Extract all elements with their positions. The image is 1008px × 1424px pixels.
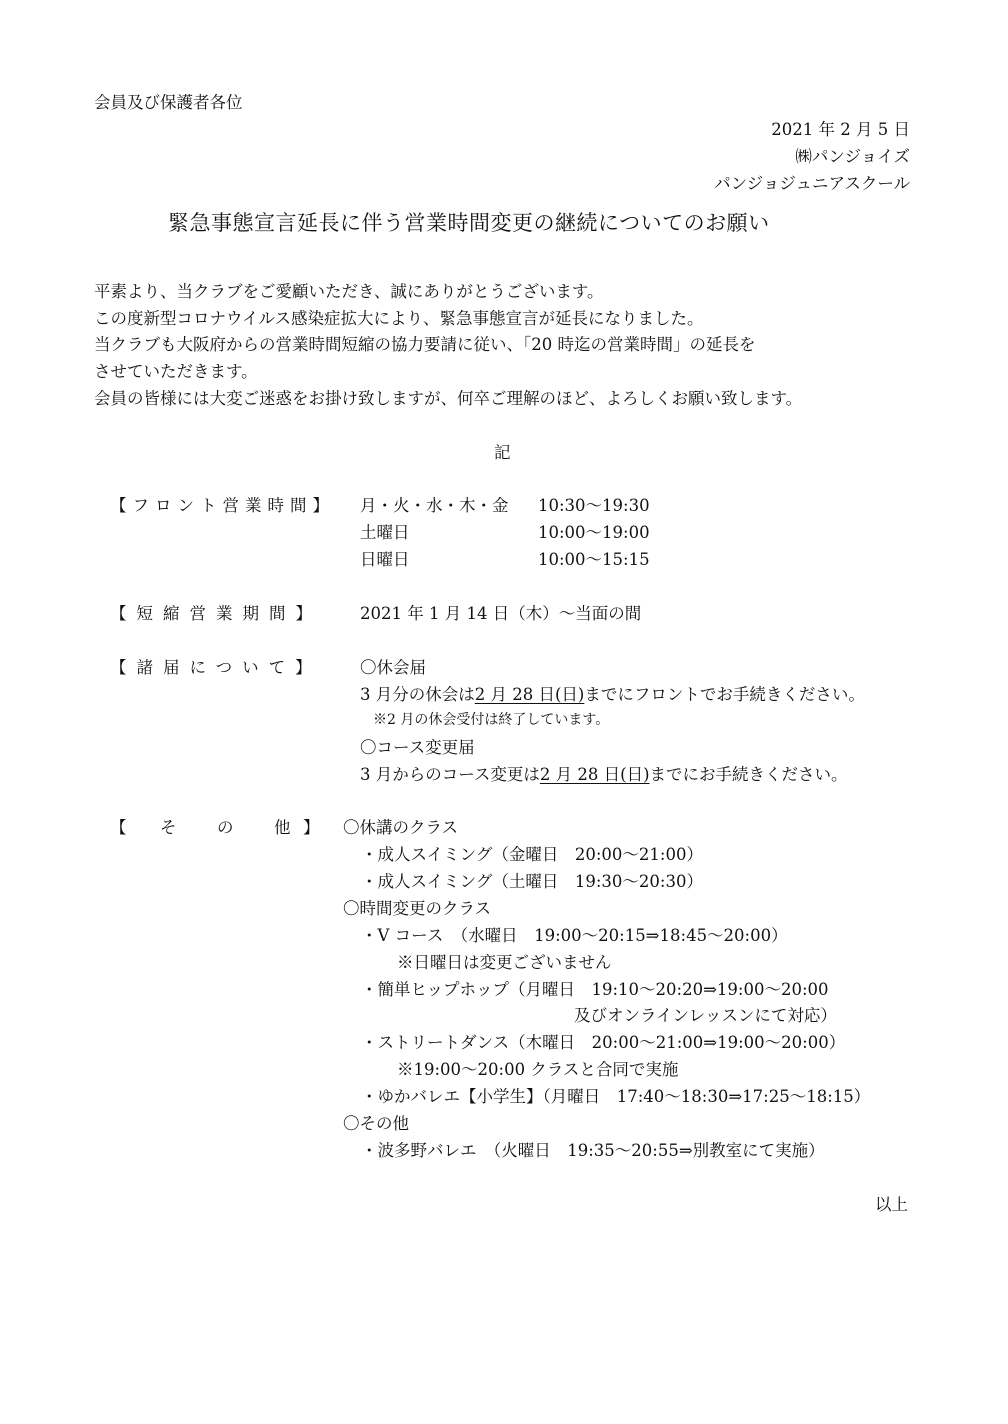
ki-heading: 記 xyxy=(494,443,511,462)
forms-label: 【諸届について】 xyxy=(110,658,322,677)
other-line: ・簡単ヒップホップ（月曜日 19:10〜20:20⇒19:00〜20:00 xyxy=(361,980,829,999)
other-line: 及びオンラインレッスンにて対応） xyxy=(574,1006,837,1025)
other-line: ・V コース （水曜日 19:00〜20:15⇒18:45〜20:00） xyxy=(361,926,788,945)
other-line: 〇その他 xyxy=(343,1114,409,1133)
kyukai-heading: 〇休会届 xyxy=(360,658,426,677)
kyukai-post: までにフロントでお手続きください。 xyxy=(584,685,865,704)
period-value: 2021 年 1 月 14 日（木）〜当面の間 xyxy=(360,604,642,623)
document-title: 緊急事態宣言延長に伴う営業時間変更の継続についてのお願い xyxy=(168,211,770,235)
kyukai-pre: 3 月分の休会は xyxy=(360,685,475,704)
other-line: ※日曜日は変更ございません xyxy=(397,953,612,972)
other-line: ・波多野バレエ （火曜日 19:35〜20:55⇒別教室にて実施） xyxy=(361,1141,825,1160)
other-label: そ の 他 xyxy=(160,818,303,837)
kyukai-deadline: 2 月 28 日(日) xyxy=(474,685,585,704)
other-line: ・成人スイミング（金曜日 20:00〜21:00） xyxy=(361,845,703,864)
period-label: 【短縮営業期間】 xyxy=(110,604,322,623)
body-line: この度新型コロナウイルス感染症拡大により、緊急事態宣言が延長になりました。 xyxy=(94,309,704,328)
body-line: 会員の皆様には大変ご迷惑をお掛け致しますが、何卒ご理解のほど、よろしくお願い致します。 xyxy=(94,389,803,408)
company-name: ㈱パンジョイズ xyxy=(795,147,910,166)
other-line: ・ストリートダンス（木曜日 20:00〜21:00⇒19:00〜20:00） xyxy=(361,1033,846,1052)
other-line: 〇休講のクラス xyxy=(343,818,459,837)
body-line: させていただきます。 xyxy=(94,362,258,381)
course-post: までにお手続きください。 xyxy=(649,765,848,784)
closing: 以上 xyxy=(875,1195,908,1214)
front-hours-label: 【フロント営業時間】 xyxy=(110,496,335,515)
other-label-close: 】 xyxy=(303,818,320,837)
front-hours-days: 月・火・水・木・金 xyxy=(360,496,509,515)
course-change-instruction xyxy=(360,767,848,784)
kyukai-instruction xyxy=(360,687,865,704)
school-name: パンジョジュニアスクール xyxy=(714,174,910,193)
course-deadline: 2 月 28 日(日) xyxy=(539,765,650,784)
other-line: ※19:00〜20:00 クラスと合同で実施 xyxy=(397,1060,679,1079)
front-hours-days: 土曜日 xyxy=(360,523,410,542)
kyukai-note: ※2 月の休会受付は終了しています。 xyxy=(373,712,610,728)
body-line: 平素より、当クラブをご愛顧いただき、誠にありがとうございます。 xyxy=(94,282,604,301)
issue-date: 2021 年 2 月 5 日 xyxy=(771,120,910,139)
front-hours-time: 10:30〜19:30 xyxy=(538,496,650,515)
other-label-open: 【 xyxy=(110,818,127,837)
other-line: ・成人スイミング（土曜日 19:30〜20:30） xyxy=(361,872,703,891)
other-line: ・ゆかバレエ【小学生】（月曜日 17:40〜18:30⇒17:25〜18:15） xyxy=(361,1087,871,1106)
front-hours-days: 日曜日 xyxy=(360,550,410,569)
course-pre: 3 月からのコース変更は xyxy=(360,765,540,784)
course-change-heading: 〇コース変更届 xyxy=(360,738,475,757)
front-hours-time: 10:00〜19:00 xyxy=(538,523,650,542)
front-hours-time: 10:00〜15:15 xyxy=(538,550,650,569)
other-line: 〇時間変更のクラス xyxy=(343,899,492,918)
addressee: 会員及び保護者各位 xyxy=(94,93,243,112)
body-line: 当クラブも大阪府からの営業時間短縮の協力要請に従い、「20 時迄の営業時間」の延長を xyxy=(94,335,756,354)
